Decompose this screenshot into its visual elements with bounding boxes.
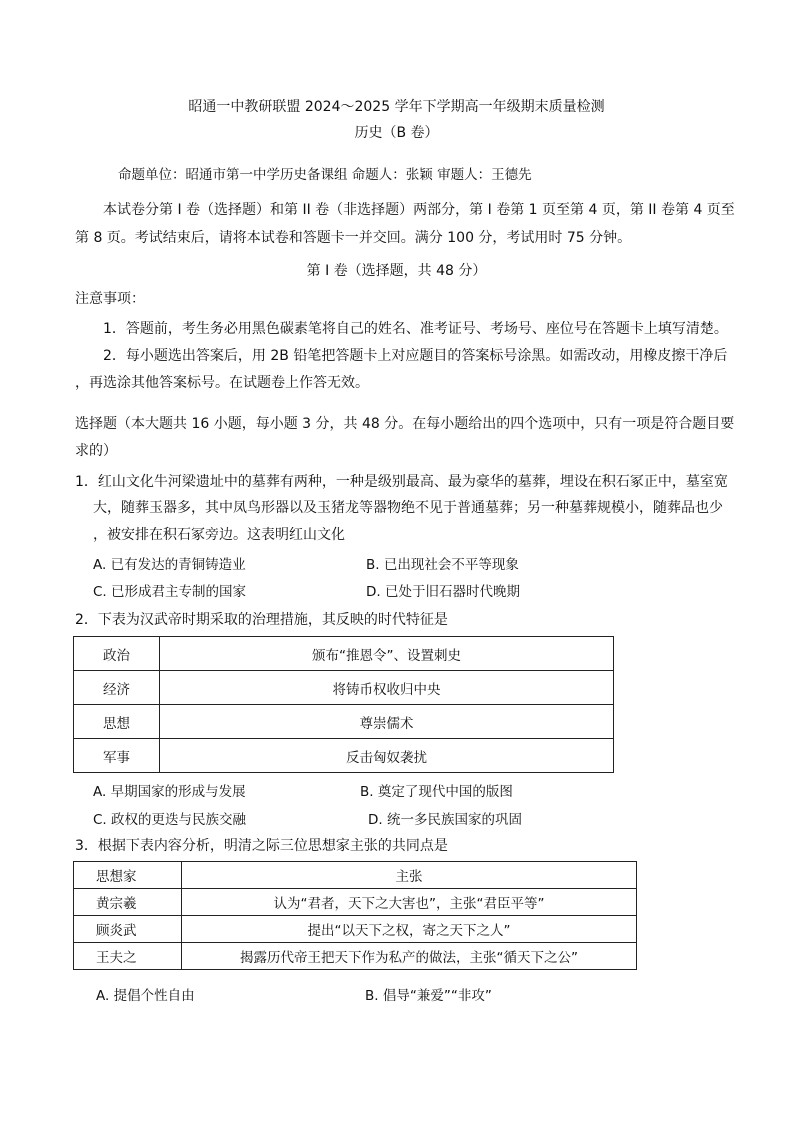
- q1-option-c: C. 已形成君主专制的国家: [93, 584, 247, 600]
- table-cell-key: 军事: [74, 739, 160, 773]
- table-row: [74, 739, 614, 773]
- table-cell-value: 揭露历代帝王把天下作为私产的做法，主张“循天下之公”: [182, 943, 637, 970]
- q3-stem: 3．根据下表内容分析，明清之际三位思想家主张的共同点是: [75, 838, 448, 854]
- table-header-thinker: 思想家: [74, 862, 182, 889]
- table-row: [74, 705, 614, 739]
- table-cell-value: 提出“以天下之权，寄之天下之人”: [182, 916, 637, 943]
- section-line-2: 求的）: [75, 443, 117, 459]
- table-header-claim: 主张: [182, 862, 637, 889]
- q1-stem-line-2: 大，随葬玉器多，其中凤鸟形器以及玉猪龙等器物绝不见于普通墓葬；另一种墓葬规模小，随葬品也少: [93, 500, 723, 516]
- intro-line-1: 本试卷分第 I 卷（选择题）和第 II 卷（非选择题）两部分，第 I 卷第 1 页至第 4 页，第 II 卷第 4 页至: [103, 202, 735, 218]
- q2-option-c: C. 政权的更迭与民族交融: [93, 812, 247, 828]
- exam-title: 昭通一中教研联盟 2024～2025 学年下学期高一年级期末质量检测: [188, 99, 605, 115]
- q3-option-b: B. 倡导“兼爱”“非攻”: [365, 988, 492, 1004]
- q2-option-b: B. 奠定了现代中国的版图: [360, 784, 513, 800]
- table-cell-value: 反击匈奴袭扰: [160, 739, 614, 773]
- table-cell-key: 政治: [74, 637, 160, 671]
- notes-item-2-line-1: 2．每小题选出答案后，用 2B 铅笔把答题卡上对应题目的答案标号涂黑。如需改动，用橡皮擦干净后: [103, 348, 728, 364]
- table-row: [74, 889, 637, 916]
- q2-option-a: A. 早期国家的形成与发展: [93, 784, 246, 800]
- q2-table: [73, 636, 614, 773]
- table-cell-key: 经济: [74, 671, 160, 705]
- table-cell-value: 尊崇儒术: [160, 705, 614, 739]
- notes-heading: 注意事项：: [75, 291, 145, 307]
- q2-option-d: D. 统一多民族国家的巩固: [368, 812, 522, 828]
- part1-heading: 第 I 卷（选择题，共 48 分）: [306, 263, 487, 279]
- table-header-row: [74, 862, 637, 889]
- exam-subtitle: 历史（B 卷）: [354, 125, 439, 141]
- q1-option-d: D. 已处于旧石器时代晚期: [366, 584, 520, 600]
- q2-stem: 2．下表为汉武帝时期采取的治理措施，其反映的时代特征是: [75, 612, 448, 628]
- table-cell-key: 黄宗羲: [74, 889, 182, 916]
- table-cell-value: 认为“君者，天下之大害也”，主张“君臣平等”: [182, 889, 637, 916]
- q1-option-a: A. 已有发达的青铜铸造业: [93, 557, 246, 573]
- table-row: [74, 943, 637, 970]
- q3-option-a: A. 提倡个性自由: [96, 988, 195, 1004]
- table-cell-value: 颁布“推恩令”、设置刺史: [160, 637, 614, 671]
- q1-stem-line-3: ，被安排在积石冢旁边。这表明红山文化: [93, 527, 345, 543]
- table-row: [74, 916, 637, 943]
- table-row: [74, 637, 614, 671]
- table-row: [74, 671, 614, 705]
- section-line-1: 选择题（本大题共 16 小题，每小题 3 分，共 48 分。在每小题给出的四个选项中，只有一项是符合题目要: [75, 416, 735, 432]
- table-cell-key: 王夫之: [74, 943, 182, 970]
- table-cell-key: 顾炎武: [74, 916, 182, 943]
- q1-stem-line-1: 1．红山文化牛河梁遗址中的墓葬有两种，一种是级别最高、最为豪华的墓葬，埋设在积石冢正中，墓室宽: [75, 474, 728, 490]
- q1-option-b: B. 已出现社会不平等现象: [366, 557, 519, 573]
- notes-item-1: 1．答题前，考生务必用黑色碳素笔将自己的姓名、准考证号、考场号、座位号在答题卡上填写清楚。: [103, 321, 728, 337]
- q3-table: [73, 861, 637, 970]
- table-cell-value: 将铸币权收归中央: [160, 671, 614, 705]
- notes-item-2-line-2: ，再选涂其他答案标号。在试题卷上作答无效。: [75, 375, 369, 391]
- intro-line-2: 第 8 页。考试结束后，请将本试卷和答题卡一并交回。满分 100 分，考试用时 75 分钟。: [75, 230, 632, 246]
- table-cell-key: 思想: [74, 705, 160, 739]
- authors-line: 命题单位：昭通市第一中学历史备课组 命题人：张颖 审题人：王德先: [118, 167, 532, 183]
